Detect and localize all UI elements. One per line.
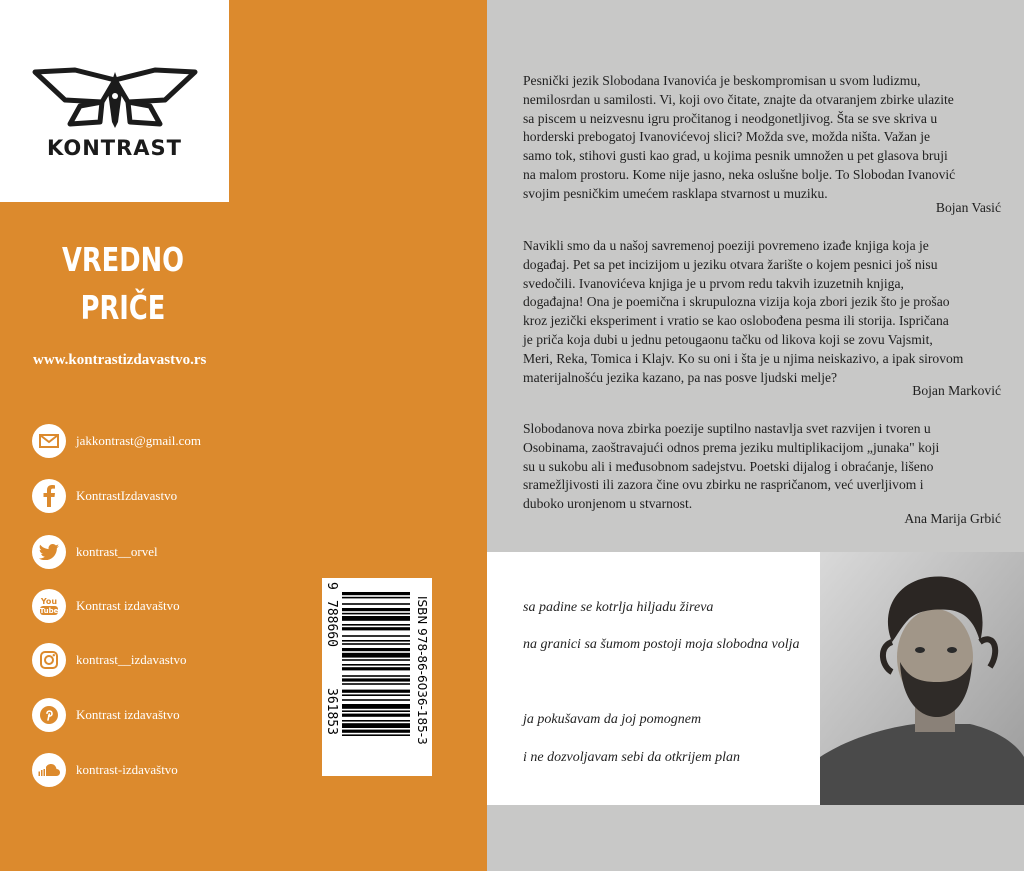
review-line: nemilosrdan u samilosti. Vi, koji ovo čitate, znajte da otvaranjem zbirke ulazite: [523, 91, 954, 107]
barcode-bar: [342, 597, 410, 599]
review-line: događajna! Ona je poemična i skrupulozna vizija koja zbori jezik što je prošao: [523, 294, 950, 310]
isbn-text: ISBN 978-86-6036-185-3: [415, 596, 429, 745]
review-line: je priča koja dubi u jednu petougaonu tačku od likova koji se zovu Vajsmit,: [523, 331, 933, 347]
author-photo: [820, 552, 1024, 805]
review-line: događaj. Pet sa pet incizijom u jeziku otvara žarište o kojem pesnici još nisu: [523, 256, 938, 272]
barcode-bar: [342, 675, 410, 677]
facebook-icon: [32, 479, 66, 513]
review-line: Osobinama, zaoštravajući odnos prema jeziku multiplikacijom „junaka" koji: [523, 439, 940, 455]
social-item-soundcloud[interactable]: [32, 752, 178, 788]
social-item-facebook[interactable]: [32, 478, 177, 514]
barcode-bar: [342, 616, 410, 621]
review-1-text: [523, 72, 1001, 204]
barcode-bar: [342, 694, 410, 696]
pinterest-icon: [32, 698, 66, 732]
barcode-digits-last: 361853: [324, 688, 339, 735]
barcode-bar: [342, 627, 410, 630]
social-label: kontrast__izdavastvo: [76, 652, 187, 667]
review-line: su u sukobu ali i međusobnom sadejstvu. Poetski dijalog i obraćanje, lišeno: [523, 458, 934, 474]
barcode-bar: [342, 664, 410, 666]
isbn-barcode: [322, 578, 432, 776]
review-line: materijalnošću jezika kazano, pa nas posve ljudski melje?: [523, 369, 838, 385]
youtube-icon: [32, 589, 66, 623]
tagline-line-1: VREDNO: [61, 240, 185, 279]
review-1-author: Bojan Vasić: [935, 200, 1001, 215]
poem-excerpt-box: [487, 552, 820, 805]
barcode-bar: [342, 648, 410, 651]
barcode-bar: [342, 730, 410, 733]
social-label: jakkontrast@gmail.com: [76, 433, 201, 448]
tagline-line-2: PRIČE: [80, 288, 166, 327]
barcode-bar: [342, 667, 410, 670]
barcode-bar: [342, 603, 410, 605]
svg-text:You: You: [40, 597, 58, 606]
social-label: kontrast__orvel: [76, 544, 158, 559]
barcode-bar: [342, 678, 410, 681]
barcode-digit-first: 9: [324, 582, 339, 590]
review-line: sa piscem u neizvesnu igru pročitanog i neodgonetljivog. Šta se sve skriva u: [523, 110, 938, 126]
instagram-icon: [32, 643, 66, 677]
review-line: svedočili. Ivanovićeva knjiga je u prvom redu takvih izuzetnih knjiga,: [523, 275, 904, 291]
barcode-bar: [342, 643, 410, 645]
review-2-text: [523, 237, 1001, 387]
svg-text:Tube: Tube: [39, 607, 59, 615]
website-link[interactable]: www.kontrastizdavastvo.rs: [33, 352, 207, 368]
social-item-pinterest[interactable]: [32, 697, 180, 733]
barcode-bar: [342, 704, 410, 709]
review-line: duboko uronjenom u stvarnost.: [523, 496, 693, 512]
barcode-bar: [342, 659, 410, 661]
social-label: kontrast-izdavaštvo: [76, 762, 178, 777]
review-line: Pesnički jezik Slobodana Ivanovića je beskompromisan u svom ludizmu,: [523, 73, 921, 88]
butterfly-logo-icon: [30, 62, 200, 132]
review-line: kroz jezički eksperiment i vratio se kao oslobođena pesma ili storija. Ispričana: [523, 313, 949, 329]
social-label: Kontrast izdavaštvo: [76, 598, 180, 613]
barcode-bar: [342, 720, 410, 722]
barcode-bar: [342, 613, 410, 615]
poem-line: i ne dozvoljavam sebi da otkrijem plan: [523, 750, 740, 765]
barcode-bar: [342, 690, 410, 693]
social-item-instagram[interactable]: [32, 642, 186, 678]
social-item-email[interactable]: [32, 423, 201, 459]
publisher-logo-box: [0, 0, 229, 202]
barcode-bar: [342, 714, 410, 717]
soundcloud-icon: [32, 753, 66, 787]
review-line: sramežljivosti ili zazora čine ovu zbirku ne raspričanom, već uverljivom i: [523, 477, 924, 493]
mail-icon: [32, 424, 66, 458]
barcode-bar: [342, 723, 410, 728]
review-line: Meri, Reka, Tomica i Klajv. Ko su oni i šta je u njima neiskazivo, a ipak sirovom: [523, 350, 964, 366]
barcode-bar: [342, 635, 410, 637]
review-line: horderski prebogatoj Ivanovićevoj slici? Možda sve, možda ništa. Važan je: [523, 129, 931, 145]
review-line: svojim pesničkim umećem rasklapa stvarnost u muziku.: [523, 185, 828, 201]
social-label: KontrastIzdavastvo: [76, 488, 178, 503]
barcode-bar: [342, 699, 410, 701]
barcode-bar: [342, 624, 410, 626]
barcode-bar: [342, 592, 410, 595]
barcode-bars: [342, 592, 410, 736]
social-item-twitter[interactable]: [32, 534, 158, 570]
poem-line: sa padine se kotrlja hiljadu žireva: [523, 600, 714, 615]
publisher-name: KONTRAST: [47, 136, 182, 160]
review-3-text: [523, 420, 1001, 514]
review-line: Navikli smo da u našoj savremenoj poeziji povremeno izađe knjiga koja je: [523, 238, 929, 253]
barcode-bar: [342, 683, 410, 685]
poem-line: ja pokušavam da joj pomognem: [523, 712, 702, 727]
social-item-youtube[interactable]: [32, 588, 180, 624]
barcode-bar: [342, 734, 410, 736]
barcode-bar: [342, 640, 410, 642]
social-label: Kontrast izdavaštvo: [76, 707, 180, 722]
barcode-digits-mid: 788660: [324, 600, 339, 647]
review-line: Slobodanova nova zbirka poezije suptilno nastavlja svet razvijen i tvoren u: [523, 421, 931, 436]
review-2-author: Bojan Marković: [912, 383, 1001, 398]
review-line: na malom prostoru. Kome nije jasno, neka oslušne bolje. To Slobodan Ivanović: [523, 166, 956, 182]
twitter-icon: [32, 535, 66, 569]
review-3-author: Ana Marija Grbić: [904, 511, 1001, 526]
barcode-bar: [342, 710, 410, 712]
barcode-bar: [342, 608, 410, 611]
poem-line: na granici sa šumom postoji moja slobodna volja: [523, 637, 800, 652]
publisher-tagline: [52, 236, 194, 332]
review-line: samo tok, stihovi gusti kao grad, u kojima pesnik umnožen u pet glasova bruji: [523, 148, 948, 164]
barcode-bar: [342, 653, 410, 658]
